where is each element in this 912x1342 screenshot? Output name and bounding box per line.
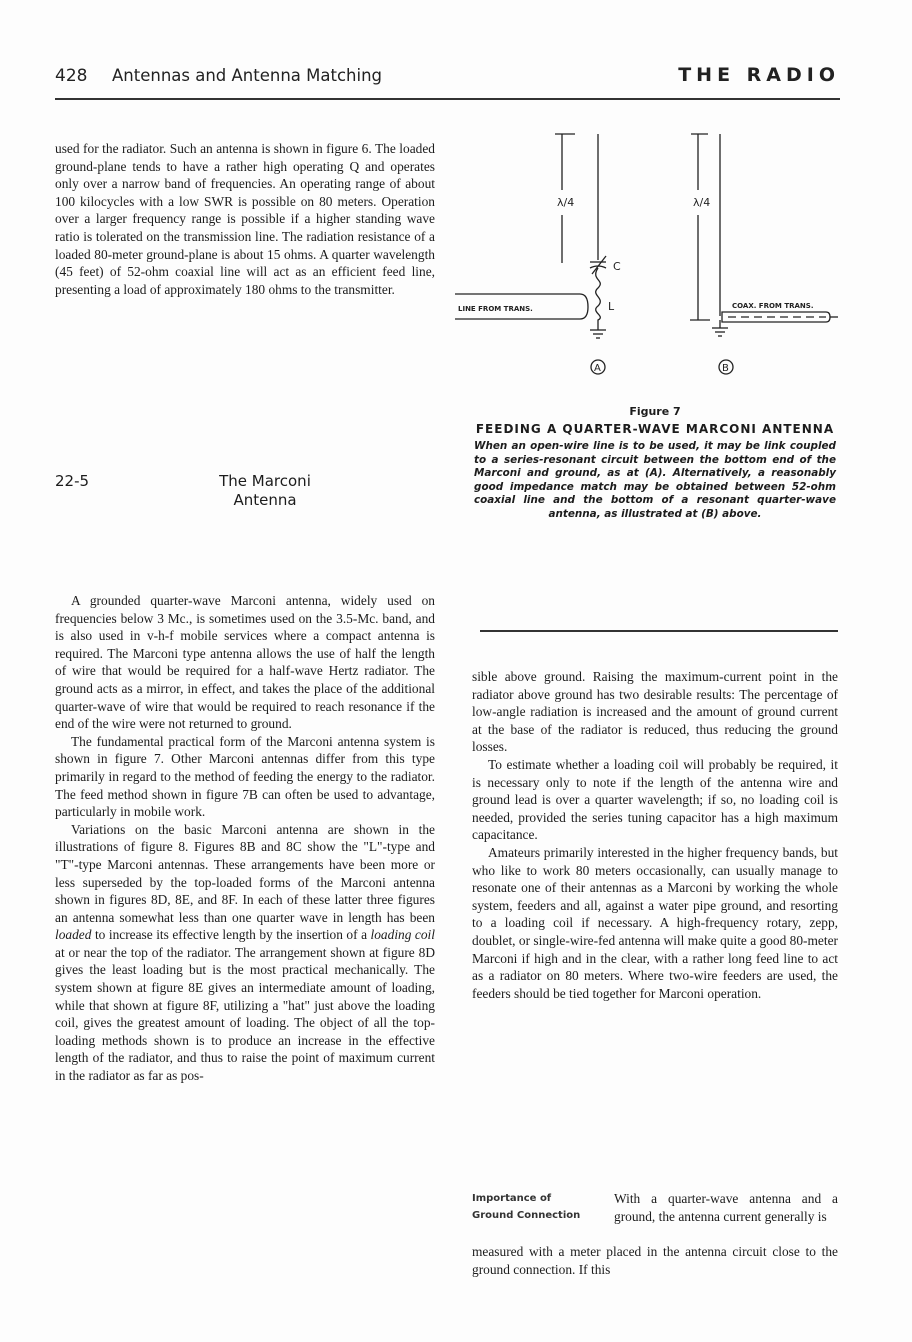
coax-from-trans-label: COAX. FROM TRANS.: [732, 302, 814, 310]
section-title-line: Antenna: [233, 491, 297, 509]
figure-title: FEEDING A QUARTER-WAVE MARCONI ANTENNA: [475, 422, 835, 436]
coil-label: L: [608, 300, 615, 313]
figure-label: Figure 7: [629, 405, 681, 418]
emphasis: loaded: [55, 927, 92, 943]
quarter-wave-label: λ/4: [557, 196, 575, 209]
figure-caption: [470, 405, 840, 522]
label-a: A: [594, 363, 601, 374]
paragraph: A grounded quarter-wave Marconi antenna, widely used on frequencies below 3 Mc., is sometimes used on the 3.5-Mc. band, and is also used in v-h-f mobile services where a compact antenna is required. The Marconi type antenna allows the use of half the length of wire that would be required for a half-wave Hertz radiator. The ground acts as a mirror, in effect, and takes the place of the additional quarter-wave of wire that would be required to reach resonance if the end of the wire were not returned to ground.: [55, 593, 435, 732]
paragraph: [472, 1243, 838, 1278]
paragraph: used for the radiator. Such an antenna is shown in figure 6. The loaded ground-plane tends to have a rather high operating Q and operates only over a narrow band of frequencies. An operating range of about 100 kilocycles with a low SWR is possible on 80 meters. Operation over a larger frequency range is possible if a higher standing wave ratio is tolerated on the transmission line. The radiation resistance of a loaded 80-meter ground-plane is about 15 ohms. A quarter wavelength (45 feet) of 52-ohm coaxial line will act as an efficient feed line, presenting a load of approximately 180 ohms to the transmitter.: [55, 141, 435, 297]
paragraph: [55, 821, 435, 1085]
page-number: 428: [55, 66, 88, 86]
paragraph-text: With a quarter-wave antenna and a ground, the antenna current generally is: [614, 1191, 838, 1224]
diagram-a: [455, 134, 621, 374]
paragraph: The fundamental practical form of the Marconi antenna system is shown in figure 7. Other Marconi antennas differ from this type primarily in regard to the method of feeding the energy to the radiator. The feed method shown in figure 7B can often be used to advantage, particularly in mobile work.: [55, 733, 435, 820]
text: to increase its effective length by the insertion of a: [91, 927, 371, 943]
left-body: [55, 592, 435, 1085]
paragraph: [614, 1190, 838, 1225]
diagram-b: [690, 134, 838, 374]
book-title: THE RADIO: [678, 64, 840, 86]
figure-caption-text: When an open-wire line is to be used, it may be link coupled to a series-resonant circuit between the bottom end of the Marconi and ground, as at (A). Alternatively, a reasonably good impedance match may be obtained between 52-ohm coaxial line and the bottom of a resonant quarter-wave antenna, as illustrated at (B) above.: [474, 440, 836, 520]
paragraph: Amateurs primarily interested in the higher frequency bands, but who like to work 80 meters occasionally, can usually manage to resonate one of their antennas as a Marconi by working the whole system, feeders and all, against a water pipe ground, and resorting to a loading coil if necessary. A high-frequency rotary, zepp, doublet, or single-wire-fed antenna will make quite a good 80-meter Marconi if high and in the clear, with a rather long feed line to act as a radiator on 80 meters. Where two-wire feeders are used, the feeders should be tied together for Marconi operation.: [472, 844, 838, 1001]
figure-7-diagram: [450, 120, 870, 400]
label-b: B: [722, 363, 729, 374]
section-number: 22-5: [55, 472, 90, 490]
right-body: [472, 668, 838, 1002]
line-from-trans-label: LINE FROM TRANS.: [458, 305, 533, 313]
quarter-wave-label: λ/4: [693, 196, 711, 209]
section-title: [200, 472, 330, 510]
side-heading-line: Ground Connection: [472, 1210, 581, 1221]
text: at or near the top of the radiator. The arrangement shown at figure 8D gives the least loading but is the most practical mechanically. The system shown at figure 8E gives an intermediate amount of loading, while that shown at figure 8F, utilizing a "hat" just above the loading coil, gives the greatest amount of loading. The object of all the top-loading methods shown is to produce an increase in the effective length of the radiator, and thus to raise the point of maximum current in the radiator as far as pos-: [55, 944, 435, 1084]
side-heading-line: Importance of: [472, 1193, 552, 1204]
text: Variations on the basic Marconi antenna are shown in the illustrations of figure 8. Figures 8B and 8C show the "L"-type and "T"-type Marconi antennas. These arrangements have been more or less superseded by the top-loaded forms of the Marconi antenna shown in figures 8D, 8E, and 8F. In each of these latter three figures an antenna somewhat less than one quarter wave in length has been: [55, 821, 435, 925]
figure-rule: [480, 630, 838, 632]
section-title-line: The Marconi: [219, 472, 311, 490]
paragraph: sible above ground. Raising the maximum-current point in the radiator above ground has two desirable results: The percentage of low-angle radiation is increased and the amount of ground current at the base of the radiator is reduced, thus reducing the ground losses.: [472, 669, 838, 755]
emphasis: loading coil: [370, 927, 435, 943]
side-heading: [472, 1190, 622, 1224]
paragraph: To estimate whether a loading coil will probably be required, it is necessary only to note if the length of the antenna wire and ground lead is over a quarter wavelength; if so, no loading coil is needed, provided the series tuning capacitor has a high maximum capacitance.: [472, 756, 838, 843]
header-rule: [55, 98, 840, 100]
capacitor-label: C: [613, 260, 621, 273]
paragraph-text: measured with a meter placed in the antenna circuit close to the ground connection. If this: [472, 1244, 838, 1277]
intro-paragraph: [55, 140, 435, 298]
running-head: Antennas and Antenna Matching: [112, 66, 383, 85]
